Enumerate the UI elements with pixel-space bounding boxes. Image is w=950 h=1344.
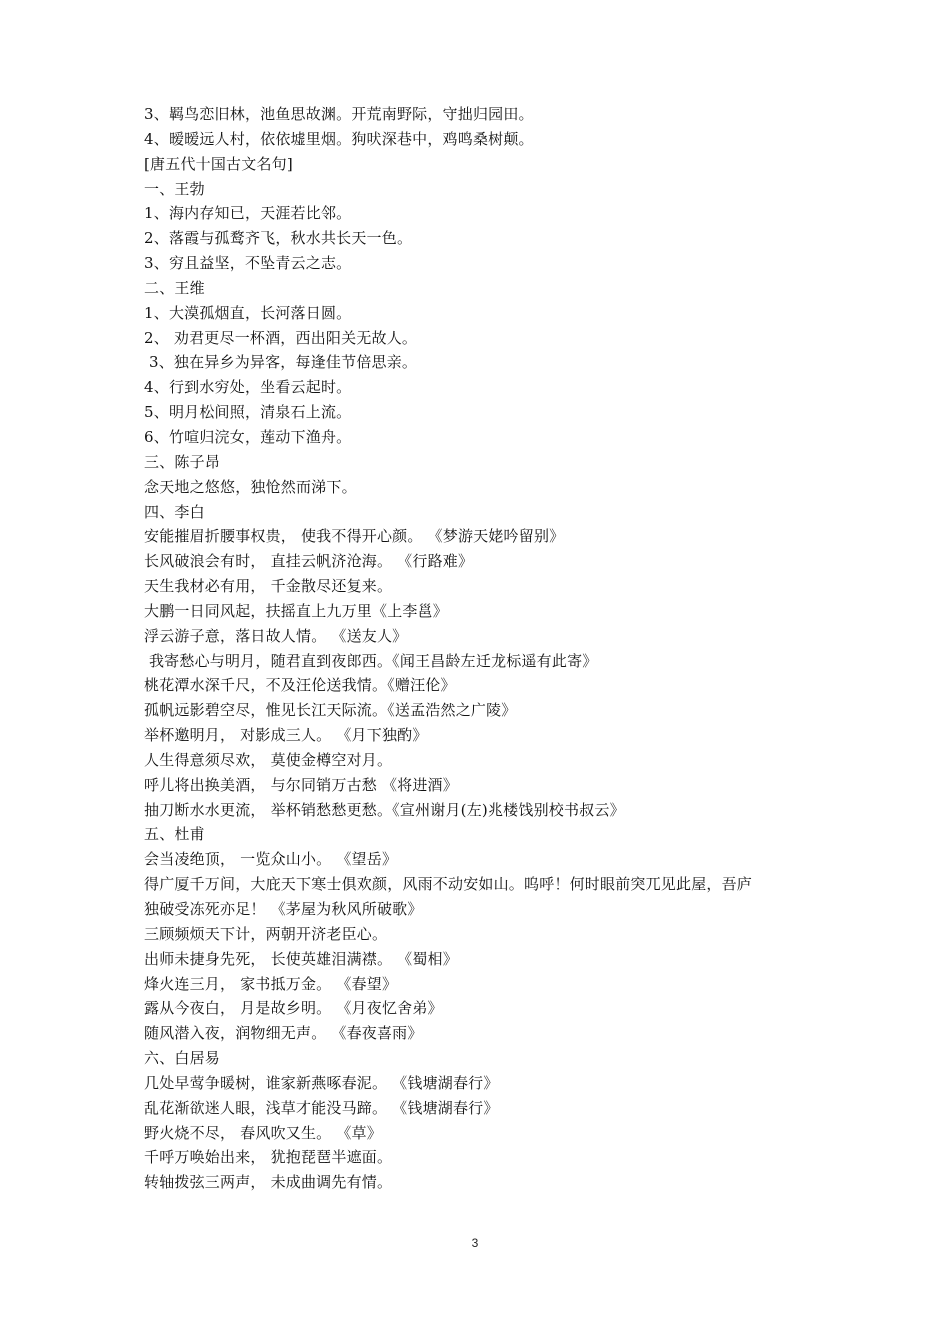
author-heading: 二、王维 [144, 278, 205, 297]
text-line: 抽刀断水水更流， 举杯销愁愁更愁。《宣州谢月(左)兆楼饯别校书叔云》 [144, 800, 625, 819]
text-line: 6、竹喧归浣女，莲动下渔舟。 [144, 427, 352, 446]
text-line: 安能摧眉折腰事权贵， 使我不得开心颜。 《梦游天姥吟留别》 [144, 527, 565, 546]
text-line: 转轴拨弦三两声， 未成曲调先有情。 [144, 1173, 393, 1192]
text-line: 5、明月松间照，清泉石上流。 [144, 403, 352, 422]
author-heading: 四、李白 [144, 502, 205, 521]
text-line: 人生得意须尽欢， 莫使金樽空对月。 [144, 750, 393, 769]
text-line: 大鹏一日同风起，扶摇直上九万里《上李邕》 [144, 601, 449, 620]
text-line: 桃花潭水深千尺，不及汪伦送我情。《赠汪伦》 [144, 676, 456, 695]
author-heading: 六、白居易 [144, 1049, 221, 1068]
text-line: 念天地之悠悠，独怆然而涕下。 [144, 477, 357, 496]
text-line: 几处早莺争暖树，谁家新燕啄春泥。 《钱塘湖春行》 [144, 1073, 499, 1092]
text-line: 3、独在异乡为异客，每逢佳节倍思亲。 [144, 353, 418, 372]
author-heading: 一、王勃 [144, 179, 205, 198]
text-body [144, 102, 824, 1195]
text-line: 孤帆远影碧空尽，惟见长江天际流。《送孟浩然之广陵》 [144, 701, 517, 720]
text-line: 露从今夜白， 月是故乡明。 《月夜忆舍弟》 [144, 999, 443, 1018]
author-heading: 三、陈子昂 [144, 452, 221, 471]
text-line: 3、羁鸟恋旧林，池鱼思故渊。开荒南野际，守拙归园田。 [144, 105, 534, 123]
text-line: 千呼万唤始出来， 犹抱琵琶半遮面。 [144, 1148, 393, 1167]
text-line: 3、穷且益坚，不坠青云之志。 [144, 254, 352, 273]
text-line: 4、行到水穷处，坐看云起时。 [144, 378, 352, 397]
text-line: 呼儿将出换美酒， 与尔同销万古愁 《将进酒》 [144, 775, 458, 794]
text-line: 2、 劝君更尽一杯酒，西出阳关无故人。 [144, 328, 418, 347]
text-line: 天生我材必有用， 千金散尽还复来。 [144, 577, 393, 596]
text-line: 我寄愁心与明月，随君直到夜郎西。《闻王昌龄左迁龙标遥有此寄》 [144, 651, 598, 670]
text-line: 举杯邀明月， 对影成三人。 《月下独酌》 [144, 726, 428, 745]
text-line: 出师未捷身先死， 长使英雄泪满襟。 《蜀相》 [144, 949, 458, 968]
author-heading: 五、杜甫 [144, 825, 205, 844]
text-line: 三顾频烦天下计，两朝开济老臣心。 [144, 924, 388, 943]
text-line: 1、大漠孤烟直，长河落日圆。 [144, 303, 352, 322]
text-line: 随风潜入夜，润物细无声。 《春夜喜雨》 [144, 1024, 423, 1043]
text-line: 烽火连三月， 家书抵万金。 《春望》 [144, 974, 398, 993]
page-number: 3 [471, 1236, 479, 1250]
text-line: 1、海内存知已，天涯若比邻。 [144, 204, 352, 223]
text-line: 会当凌绝顶， 一览众山小。 《望岳》 [144, 850, 398, 869]
text-line: 独破受冻死亦足！ 《茅屋为秋风所破歌》 [144, 900, 423, 918]
text-line: 乱花渐欲迷人眼，浅草才能没马蹄。 《钱塘湖春行》 [144, 1098, 499, 1117]
section-heading: [唐五代十国古文名句] [144, 154, 293, 173]
text-line: 长风破浪会有时， 直挂云帆济沧海。 《行路难》 [144, 552, 474, 571]
text-line: 4、暧暧远人村，依依墟里烟。狗吠深巷中，鸡鸣桑树颠。 [144, 129, 534, 148]
text-line: 浮云游子意，落日故人情。 《送友人》 [144, 626, 408, 645]
text-line: 野火烧不尽， 春风吹又生。 《草》 [144, 1123, 382, 1142]
text-line: 得广厦千万间，大庇天下寒士俱欢颜，风雨不动安如山。呜呼！何时眼前突兀见此屋，吾庐 [144, 875, 753, 894]
text-line: 2、落霞与孤鹜齐飞，秋水共长天一色。 [144, 229, 413, 248]
